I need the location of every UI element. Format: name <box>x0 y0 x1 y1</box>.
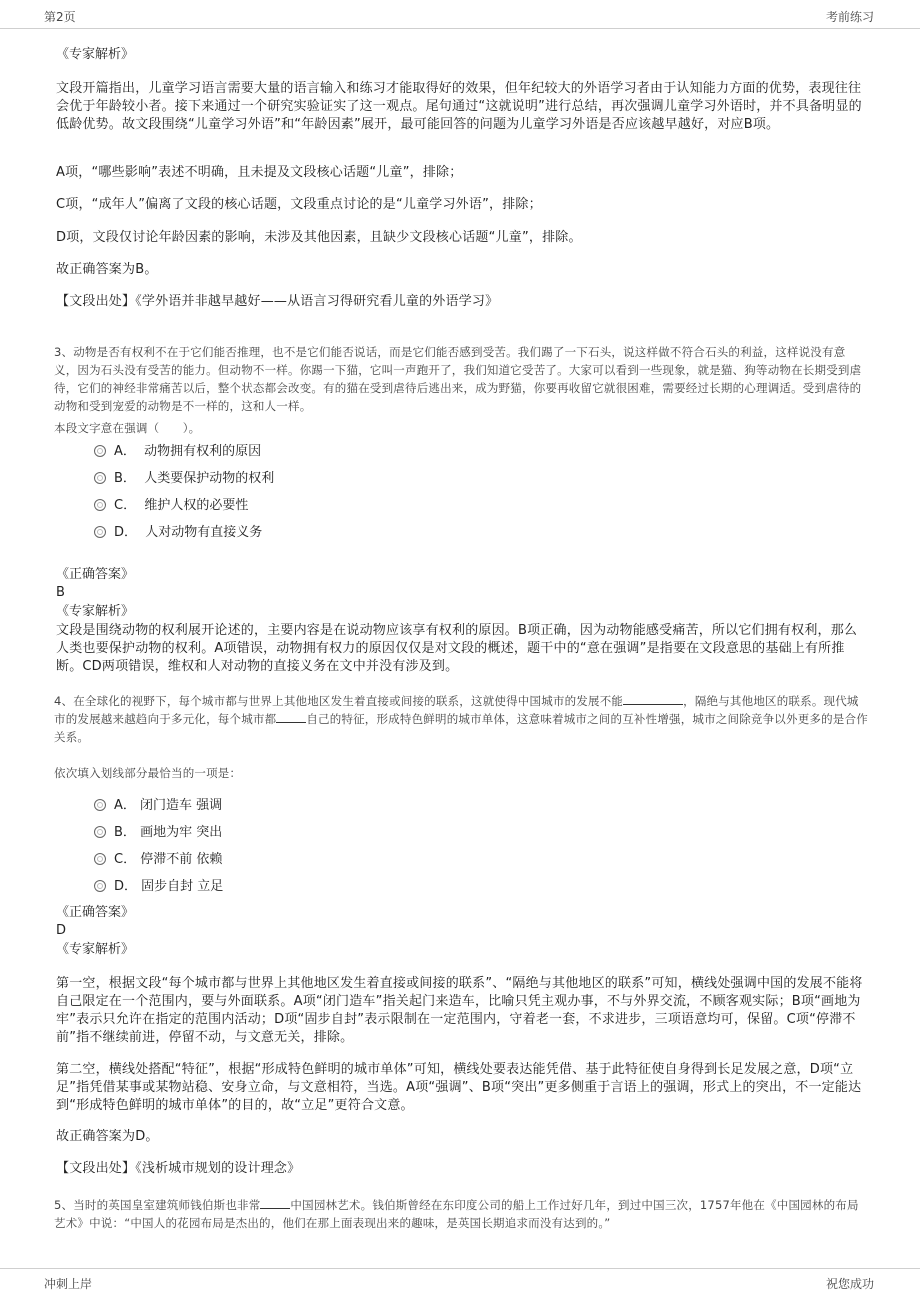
option-text: 人对动物有直接义务 <box>145 525 263 540</box>
page-number: 第2页 <box>44 10 76 24</box>
q4-stem <box>54 692 868 746</box>
page-header <box>0 0 920 29</box>
footer-right: 祝您成功 <box>825 1277 874 1291</box>
q4-option-a[interactable] <box>94 796 222 816</box>
q4-analysis-para2: 第二空，横线处搭配“特征”，根据“形成特色鲜明的城市单体”可知，横线处要表达能凭借、基于此特征使自身得到长足发展之意，D项“立足”指凭借某事或某物站稳、安身立命，与文意相符，当选。A项“强调”、B项“突出”更多侧重于言语上的强调，形式上的突出，不一定能达到“形成特色鲜明的城市单体”的目的，故“立足”更符合文意。 <box>56 1062 862 1113</box>
q4-option-b[interactable] <box>94 823 222 843</box>
blank-line <box>260 1196 290 1209</box>
q3-analysis-label: 《专家解析》 <box>56 604 135 619</box>
option-letter: C． <box>114 498 137 513</box>
q3-question: 本段文字意在强调（ ）。 <box>54 421 201 435</box>
option-letter: A． <box>114 444 136 459</box>
option-text: 维护人权的必要性 <box>144 498 249 513</box>
q3-option-b[interactable] <box>94 469 274 489</box>
radio-button-icon[interactable] <box>94 445 106 457</box>
radio-button-icon[interactable] <box>94 880 106 892</box>
radio-button-icon[interactable] <box>94 853 106 865</box>
q2-analysis-para3: C项，“成年人”偏离了文段的核心话题，文段重点讨论的是“儿童学习外语”，排除； <box>56 197 542 212</box>
q3-option-a[interactable] <box>94 442 261 462</box>
q2-analysis-label: 《专家解析》 <box>56 47 135 62</box>
q4-question: 依次填入划线部分最恰当的一项是： <box>54 766 242 780</box>
q2-analysis-para2: A项，“哪些影响”表述不明确，且未提及文段核心话题“儿童”，排除； <box>56 165 463 180</box>
q4-option-c[interactable] <box>94 850 222 870</box>
q4-source: 【文段出处】《浅析城市规划的设计理念》 <box>56 1161 301 1176</box>
option-letter: C． <box>114 852 137 867</box>
q4-answer-summary: 故正确答案为D。 <box>56 1129 159 1144</box>
option-text: 闭门造车 强调 <box>140 798 223 813</box>
q3-analysis: 文段是围绕动物的权利展开论述的，主要内容是在说动物应该享有权利的原因。B项正确，因为动物能感受痛苦，所以它们拥有权利，那么人类也要保护动物的权利。A项错误，动物拥有权力的原因仅仅是对文段的概述，题干中的“意在强调”是指要在文段意思的基础上有所推断。CD两项错误，维权和人对动物的直接义务在文中并没有涉及到。 <box>56 623 858 674</box>
q3-answer: B <box>56 585 65 600</box>
q4-analysis-para1: 第一空，根据文段“每个城市都与世界上其他地区发生着直接或间接的联系”、“隔绝与其他地区的联系”可知，横线处强调中国的发展不能将自己限定在一个范围内，要与外面联系。A项“闭门造车”指关起门来造车，比喻只凭主观办事，不与外界交流，不顾客观实际；B项“画地为牢”表示只允许在指定的范围内活动；D项“固步自封”表示限制在一定范围内，守着老一套，不求进步，三项语意均可，保留。C项“停滞不前”指不继续前进，停留不动，与文意无关，排除。 <box>56 976 863 1045</box>
q3-answer-label: 《正确答案》 <box>56 567 135 582</box>
radio-button-icon[interactable] <box>94 799 106 811</box>
option-letter: D． <box>114 879 138 894</box>
q4-stem-part3: 自己的特征，形成特色鲜明的城市单体，这意味着城市之间的互补性增强，城市之间除竞争以外更多的是合作关系。 <box>54 712 868 744</box>
q5-stem-part2: 中国园林艺术。钱伯斯曾经在东印度公司的船上工作过好几年，到过中国三次，1757年他在《中国园林的布局艺术》中说：“中国人的花园布局是杰出的，他们在那上面表现出来的趣味，是英国长期追求而没有达到的。” <box>54 1198 859 1230</box>
option-text: 人类要保护动物的权利 <box>144 471 275 486</box>
option-letter: B． <box>114 471 136 486</box>
blank-line <box>623 692 683 705</box>
option-letter: A． <box>114 798 136 813</box>
q4-option-d[interactable] <box>94 877 223 897</box>
q2-answer-summary: 故正确答案为B。 <box>56 262 158 277</box>
radio-button-icon[interactable] <box>94 826 106 838</box>
option-letter: D． <box>114 525 138 540</box>
q3-option-d[interactable] <box>94 523 262 543</box>
q2-source: 【文段出处】《学外语并非越早越好——从语言习得研究看儿童的外语学习》 <box>56 294 499 309</box>
page-footer <box>0 1268 920 1303</box>
footer-left: 冲刺上岸 <box>44 1277 93 1291</box>
q4-answer-label: 《正确答案》 <box>56 905 135 920</box>
q5-stem <box>54 1196 868 1232</box>
q5-stem-part1: 5、当时的英国皇室建筑师钱伯斯也非常 <box>54 1198 261 1212</box>
radio-button-icon[interactable] <box>94 472 106 484</box>
radio-button-icon[interactable] <box>94 526 106 538</box>
q3-option-c[interactable] <box>94 496 248 516</box>
radio-button-icon[interactable] <box>94 499 106 511</box>
q4-analysis-label: 《专家解析》 <box>56 942 135 957</box>
q4-stem-part2: ，隔绝与其他地区的联系。现代城市的发展越来越趋向于多元化，每个城市都 <box>54 694 859 726</box>
q2-analysis-para1: 文段开篇指出，儿童学习语言需要大量的语言输入和练习才能取得好的效果，但年纪较大的外语学习者由于认知能力方面的优势，表现往往会优于年龄较小者。接下来通过一个研究实验证实了这一观点。尾句通过“这就说明”进行总结，再次强调儿童学习外语时，并不具备明显的低龄优势。故文段围绕“儿童学习外语”和“年龄因素”展开，最可能回答的问题为儿童学习外语是否应该越早越好，对应B项。 <box>56 81 862 132</box>
q3-stem: 3、动物是否有权利不在于它们能否推理，也不是它们能否说话，而是它们能否感到受苦。我们踢了一下石头，说这样做不符合石头的利益，这样说没有意义，因为石头没有受苦的能力。但动物不一样。你踢一下猫，它叫一声跑开了，我们知道它受苦了。大家可以看到一些现象，就是猫、狗等动物在长期受到虐待，它们的神经非常痛苦以后，整个状态都会改变。有的猫在受到虐待后逃出来，成为野猫，你要再收留它就很困难，需要经过长期的心理调适。受到虐待的动物和受到宠爱的动物是不一样的，这和人一样。 <box>54 345 862 413</box>
header-title: 考前练习 <box>825 10 874 24</box>
option-text: 停滞不前 依赖 <box>140 852 223 867</box>
option-text: 动物拥有权利的原因 <box>144 444 262 459</box>
option-text: 画地为牢 突出 <box>140 825 223 840</box>
q4-answer: D <box>56 923 67 938</box>
option-text: 固步自封 立足 <box>141 879 224 894</box>
option-letter: B． <box>114 825 136 840</box>
blank-line <box>276 710 306 723</box>
q4-stem-part1: 4、在全球化的视野下，每个城市都与世界上其他地区发生着直接或间接的联系，这就使得中国城市的发展不能 <box>54 694 624 708</box>
q2-analysis-para4: D项，文段仅讨论年龄因素的影响，未涉及其他因素，且缺少文段核心话题“儿童”，排除。 <box>56 230 582 245</box>
